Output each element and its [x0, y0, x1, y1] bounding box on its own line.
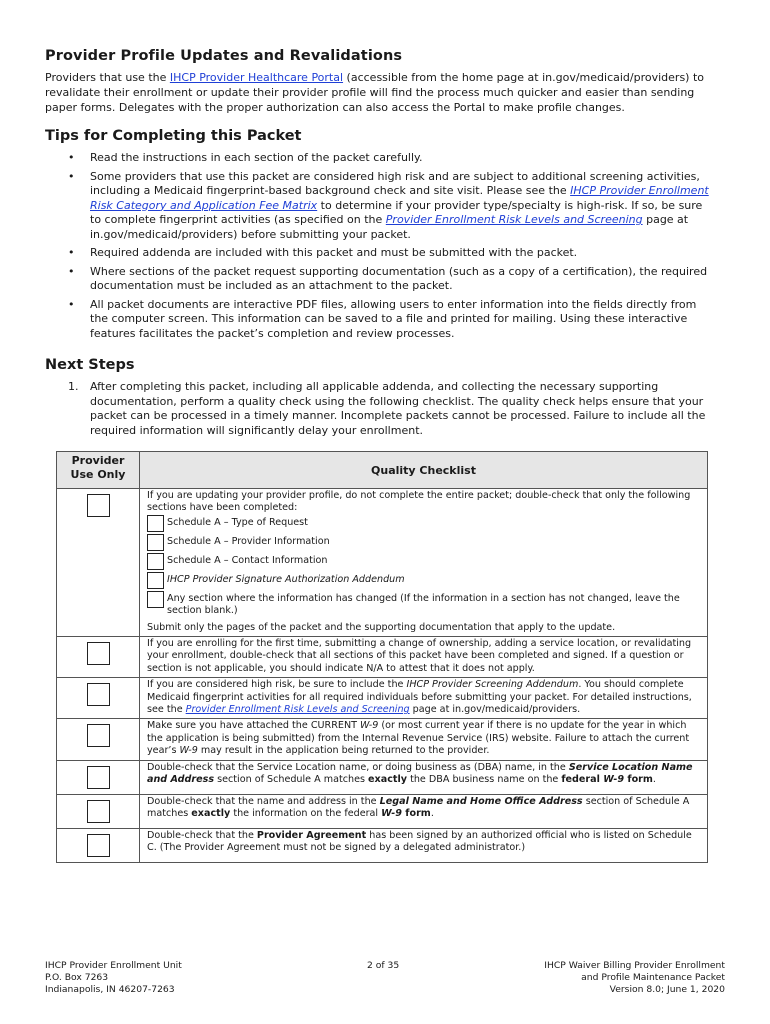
tip-text: page at in.gov/medicaid/providers) before submitting your packet.	[90, 213, 689, 241]
emphasis: W-9	[603, 774, 625, 786]
header-line: Use Only	[70, 468, 126, 481]
tip-item	[45, 151, 715, 166]
checklist-text	[140, 678, 708, 719]
next-steps-list	[45, 380, 715, 438]
emphasis: Provider Agreement	[256, 829, 367, 841]
w9-label: W-9	[360, 720, 379, 732]
bullet: •	[68, 264, 75, 278]
tip-text: Required addenda are included with this packet and must be submitted with the packet.	[90, 246, 578, 259]
risk-levels-link[interactable]: Provider Enrollment Risk Levels and Screening	[185, 704, 410, 716]
tip-text: Where sections of the packet request supporting documentation (such as a copy of a certification), the required documentation must be included as an attachment to the packet.	[90, 264, 708, 292]
provider-use-header	[57, 452, 140, 489]
text-part: the information on the federal	[230, 808, 382, 820]
tip-item	[45, 246, 715, 261]
checklist-text	[140, 489, 708, 637]
table-row	[57, 489, 708, 637]
emphasis: Service Location Name and Address	[147, 761, 693, 786]
sub-checkbox[interactable]	[147, 534, 164, 551]
footer-line: IHCP Provider Enrollment Unit	[45, 960, 182, 971]
checkbox-cell	[57, 719, 140, 760]
profile-intro-part2: (accessible from the home page at in.gov/medicaid/providers) to revalidate their enrollment or update their provider profile will find the process much quicker and easier than sending paper forms. Delegates with the proper authorization can also access the Portal to make profile changes.	[45, 71, 705, 114]
sub-item	[147, 553, 703, 572]
checklist-text	[140, 794, 708, 828]
text-part: the DBA business name on the	[407, 774, 562, 786]
checklist-text	[140, 719, 708, 760]
emphasis: exactly	[191, 808, 231, 820]
checkbox-cell	[57, 794, 140, 828]
tip-text: to determine if your provider type/specialty is high-risk. If so, be sure to complete fingerprint activities (as specified on the	[90, 198, 703, 226]
footer-packet-info	[544, 960, 725, 996]
risk-levels-link[interactable]: Provider Enrollment Risk Levels and Screening	[385, 213, 643, 226]
portal-link[interactable]: IHCP Provider Healthcare Portal	[169, 71, 344, 84]
sub-item-label: IHCP Provider Signature Authorization Addendum	[167, 573, 405, 585]
footer-line: P.O. Box 7263	[45, 972, 109, 983]
document-page	[45, 42, 715, 446]
emphasis: Legal Name and Home Office Address	[379, 795, 583, 807]
sub-item	[147, 591, 703, 618]
checkbox[interactable]	[87, 642, 110, 665]
sub-checkbox[interactable]	[147, 572, 164, 589]
step-item	[45, 380, 715, 438]
emphasis: exactly	[368, 774, 408, 786]
table-row	[57, 828, 708, 862]
tips-title: Tips for Completing this Packet	[45, 128, 302, 144]
checkbox-cell	[57, 637, 140, 678]
table-row	[57, 760, 708, 794]
emphasis: W-9	[381, 808, 402, 820]
footer-line: and Profile Maintenance Packet	[581, 972, 725, 983]
table-row	[57, 678, 708, 719]
checkbox[interactable]	[87, 800, 110, 823]
text-part: may result in the application being returned to the provider.	[197, 745, 490, 757]
checkbox[interactable]	[87, 834, 110, 857]
sub-item	[147, 515, 703, 534]
page-number: 2 of 35	[367, 960, 400, 971]
footer-line: Indianapolis, IN 46207-7263	[45, 984, 175, 995]
quality-checklist-table	[56, 451, 708, 863]
sub-checkbox[interactable]	[147, 515, 164, 532]
sub-item	[147, 534, 703, 553]
bullet: •	[68, 246, 75, 259]
footer-address	[45, 960, 182, 996]
table-header-row	[57, 452, 708, 489]
tip-text: All packet documents are interactive PDF files, allowing users to enter information into the fields directly from the computer screen. This information can be saved to a file and printed for mailing. Using these interactive features facilitates the packet’s completion and review processes.	[90, 297, 697, 340]
footer-line: Version 8.0; June 1, 2020	[609, 984, 725, 995]
text-part: .	[652, 774, 656, 786]
checkbox[interactable]	[87, 724, 110, 747]
row-intro: If you are updating your provider profile, do not complete the entire packet; double-check that only the following sections have been completed:	[147, 490, 691, 514]
addendum-name: IHCP Provider Screening Addendum	[406, 679, 579, 691]
profile-intro	[45, 70, 715, 115]
profile-intro-part1: Providers that use the	[45, 71, 170, 84]
table-row	[57, 794, 708, 828]
tip-text: Some providers that use this packet are considered high risk and are subject to additional screening activities, including a Medicaid fingerprint-based background check and site visit. Please see the	[90, 169, 700, 197]
next-steps-title: Next Steps	[45, 357, 135, 373]
w9-label: W-9	[179, 745, 198, 757]
text-part: .	[430, 808, 434, 820]
text-part: page at in.gov/medicaid/providers.	[409, 704, 581, 716]
emphasis: federal	[561, 774, 604, 786]
bullet: •	[68, 169, 75, 183]
sub-item-label: Schedule A – Contact Information	[167, 554, 328, 566]
text-part: If you are considered high risk, be sure to include the	[147, 679, 407, 691]
text-part: (or most current year if there is no update for the year in which the application is being submitted) from the Internal Revenue Service (IRS) website. Failure to attach the current year’s	[147, 720, 690, 757]
checkbox[interactable]	[87, 494, 110, 517]
sub-item-label: Schedule A – Type of Request	[167, 516, 308, 528]
checkbox-cell	[57, 678, 140, 719]
bullet: •	[68, 151, 75, 164]
table-row	[57, 637, 708, 678]
checkbox-cell	[57, 828, 140, 862]
checkbox-cell	[57, 489, 140, 637]
footer-line: IHCP Waiver Billing Provider Enrollment	[544, 960, 725, 971]
checkbox[interactable]	[87, 766, 110, 789]
row-outro: Submit only the pages of the packet and the supporting documentation that apply to the update.	[147, 621, 616, 633]
checklist-text	[140, 760, 708, 794]
text-part: has been signed by an authorized official who is listed on Schedule C. (The Provider Agreement must not be signed by a delegated administrator.)	[147, 829, 692, 854]
table-row	[57, 719, 708, 760]
sub-item-label: Schedule A – Provider Information	[167, 535, 330, 547]
tip-item	[45, 170, 715, 243]
text-part: Double-check that the name and address in the	[147, 795, 380, 807]
checkbox[interactable]	[87, 683, 110, 706]
step-number: 1.	[68, 380, 79, 393]
tip-item	[45, 265, 715, 294]
profile-title: Provider Profile Updates and Revalidations	[45, 48, 403, 64]
text-part: Double-check that the Service Location name, or doing business as (DBA) name, in the	[147, 761, 569, 773]
emphasis: form	[624, 774, 653, 786]
text-part: Double-check that the	[147, 829, 257, 841]
tip-text: Read the instructions in each section of the packet carefully.	[90, 151, 423, 164]
text-part: section of Schedule A matches	[147, 795, 690, 820]
checklist-text	[140, 828, 708, 862]
tips-list	[45, 151, 715, 341]
risk-matrix-link[interactable]: IHCP Provider Enrollment Risk Category and Application Fee Matrix	[90, 184, 709, 212]
header-line: Provider	[71, 454, 125, 467]
emphasis: form	[401, 808, 431, 820]
sub-item-label: Any section where the information has changed (If the information in a section has not changed, leave the section blank.)	[167, 592, 680, 617]
text-part: section of Schedule A matches	[214, 774, 369, 786]
sub-checkbox[interactable]	[147, 591, 164, 608]
tip-item	[45, 298, 715, 342]
checkbox-cell	[57, 760, 140, 794]
quality-checklist-header: Quality Checklist	[140, 452, 708, 489]
sub-item	[147, 572, 703, 591]
text-part: Make sure you have attached the CURRENT	[147, 720, 361, 732]
text-part: . You should complete Medicaid fingerprint activities for all required individuals before submitting your packet. For detailed instructions, see the	[147, 679, 692, 716]
step-text: After completing this packet, including all applicable addenda, and collecting the necessary supporting documentation, perform a quality check using the following checklist. The quality check helps ensure that your packet can be processed in a timely manner. Incomplete packets cannot be processed. Failure to include all the required information will significantly delay your enrollment.	[90, 380, 706, 437]
sub-checkbox[interactable]	[147, 553, 164, 570]
checklist-text: If you are enrolling for the first time, submitting a change of ownership, adding a service location, or revalidating your enrollment, double-check that all sections of this packet have been completed and signed. If a question or section is not applicable, you should indicate N/A to attest that it does not apply.	[140, 637, 708, 678]
bullet: •	[68, 297, 75, 311]
